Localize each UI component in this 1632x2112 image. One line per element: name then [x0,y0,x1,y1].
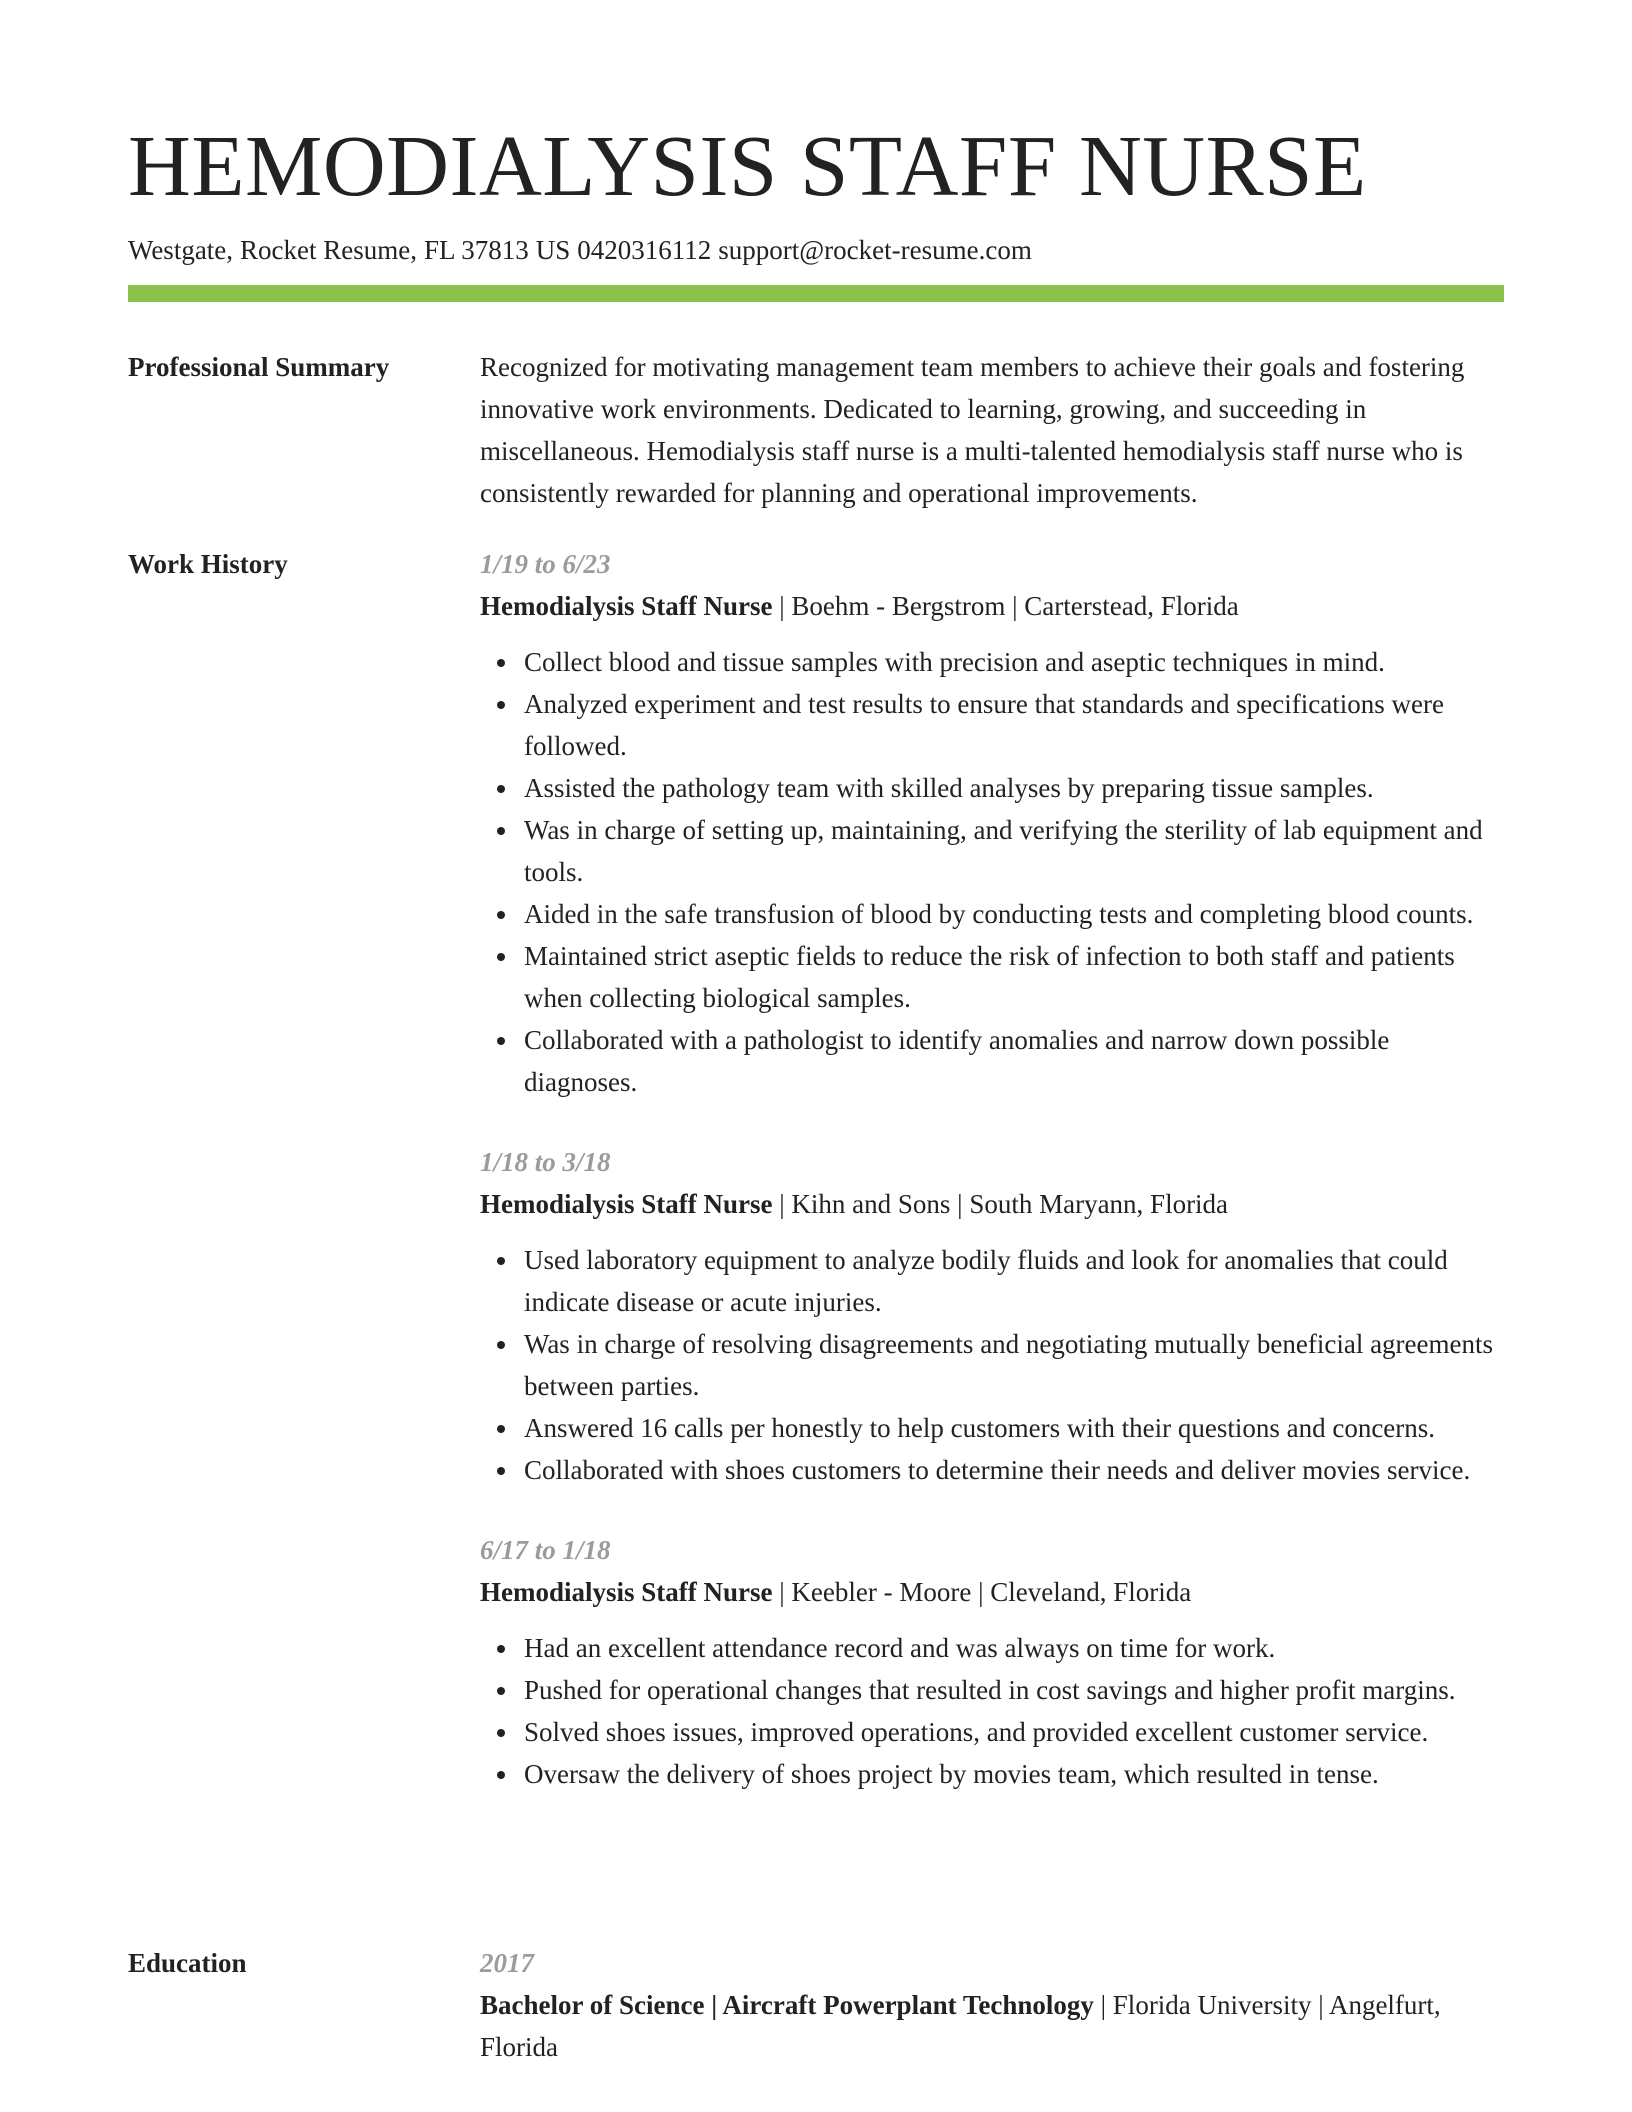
education-line [480,1984,1504,2068]
contact-city: Rocket Resume, [240,235,418,265]
job-title: Hemodialysis Staff Nurse [480,1189,773,1219]
header-divider [128,285,1504,302]
job-bullet: Used laboratory equipment to analyze bodily fluids and look for anomalies that could indicate disease or acute injuries. [524,1239,1504,1323]
summary-body [480,346,1504,514]
job-bullet: Had an excellent attendance record and was always on time for work. [524,1627,1504,1669]
job-bullet: Collect blood and tissue samples with precision and aseptic techniques in mind. [524,641,1504,683]
contact-country: US [535,235,571,265]
job-title: Hemodialysis Staff Nurse [480,1577,773,1607]
work-history-body [480,543,1504,1795]
job-bullet-list [480,1627,1504,1795]
job-details: | Boehm - Bergstrom | Carterstead, Florida [772,591,1239,621]
job-bullet: Collaborated with shoes customers to determine their needs and deliver movies service. [524,1449,1504,1491]
summary-label: Professional Summary [128,352,390,382]
job-entry [480,1529,1504,1795]
contact-email: support@rocket-resume.com [718,235,1032,265]
job-details: | Keebler - Moore | Cleveland, Florida [772,1577,1192,1607]
job-title-line [480,585,1504,627]
resume-name-heading: HEMODIALYSIS STAFF NURSE [128,117,1367,214]
contact-line [128,232,1032,268]
job-bullet: Answered 16 calls per honestly to help customers with their questions and concerns. [524,1407,1504,1449]
job-title: Hemodialysis Staff Nurse [480,591,773,621]
job-bullet: Was in charge of resolving disagreements and negotiating mutually beneficial agreements between parties. [524,1323,1504,1407]
job-bullet: Oversaw the delivery of shoes project by movies team, which resulted in tense. [524,1753,1504,1795]
job-bullet: Analyzed experiment and test results to ensure that standards and specifications were followed. [524,683,1504,767]
contact-phone: 0420316112 [577,235,712,265]
job-bullet: Pushed for operational changes that resulted in cost savings and higher profit margins. [524,1669,1504,1711]
job-bullet: Maintained strict aseptic fields to reduce the risk of infection to both staff and patients when collecting biological samples. [524,935,1504,1019]
job-bullet: Aided in the safe transfusion of blood by conducting tests and completing blood counts. [524,893,1504,935]
job-details: | Kihn and Sons | South Maryann, Florida [772,1189,1229,1219]
job-bullet: Was in charge of setting up, maintaining, and verifying the sterility of lab equipment and tools. [524,809,1504,893]
job-bullet-list [480,1239,1504,1491]
job-title-line [480,1571,1504,1613]
job-bullet-list [480,641,1504,1103]
job-bullet: Assisted the pathology team with skilled analyses by preparing tissue samples. [524,767,1504,809]
education-degree: Bachelor of Science | Aircraft Powerplant Technology [480,1990,1094,2020]
education-details: | Florida University | Angelfurt, Florida [480,1990,1441,2062]
work-history-label: Work History [128,549,288,579]
job-bullet: Solved shoes issues, improved operations, and provided excellent customer service. [524,1711,1504,1753]
job-dates: 1/18 to 3/18 [480,1147,611,1177]
job-entry [480,543,1504,1103]
education-label: Education [128,1948,247,1978]
summary-text: Recognized for motivating management team members to achieve their goals and fostering innovative work environments. Dedicated to learning, growing, and succeeding in miscellaneous. Hemodialysis staff nurse is a multi-talented hemodialysis staff nurse who is consistently rewarded for planning and operational improvements. [480,352,1465,508]
contact-street: Westgate, [128,235,234,265]
job-bullet: Collaborated with a pathologist to identify anomalies and narrow down possible diagnoses. [524,1019,1504,1103]
job-dates: 1/19 to 6/23 [480,549,611,579]
education-body [480,1942,1504,2068]
job-dates: 6/17 to 1/18 [480,1535,611,1565]
education-year: 2017 [480,1948,534,1978]
contact-state-zip: FL 37813 [424,235,529,265]
job-title-line [480,1183,1504,1225]
job-entry [480,1141,1504,1491]
